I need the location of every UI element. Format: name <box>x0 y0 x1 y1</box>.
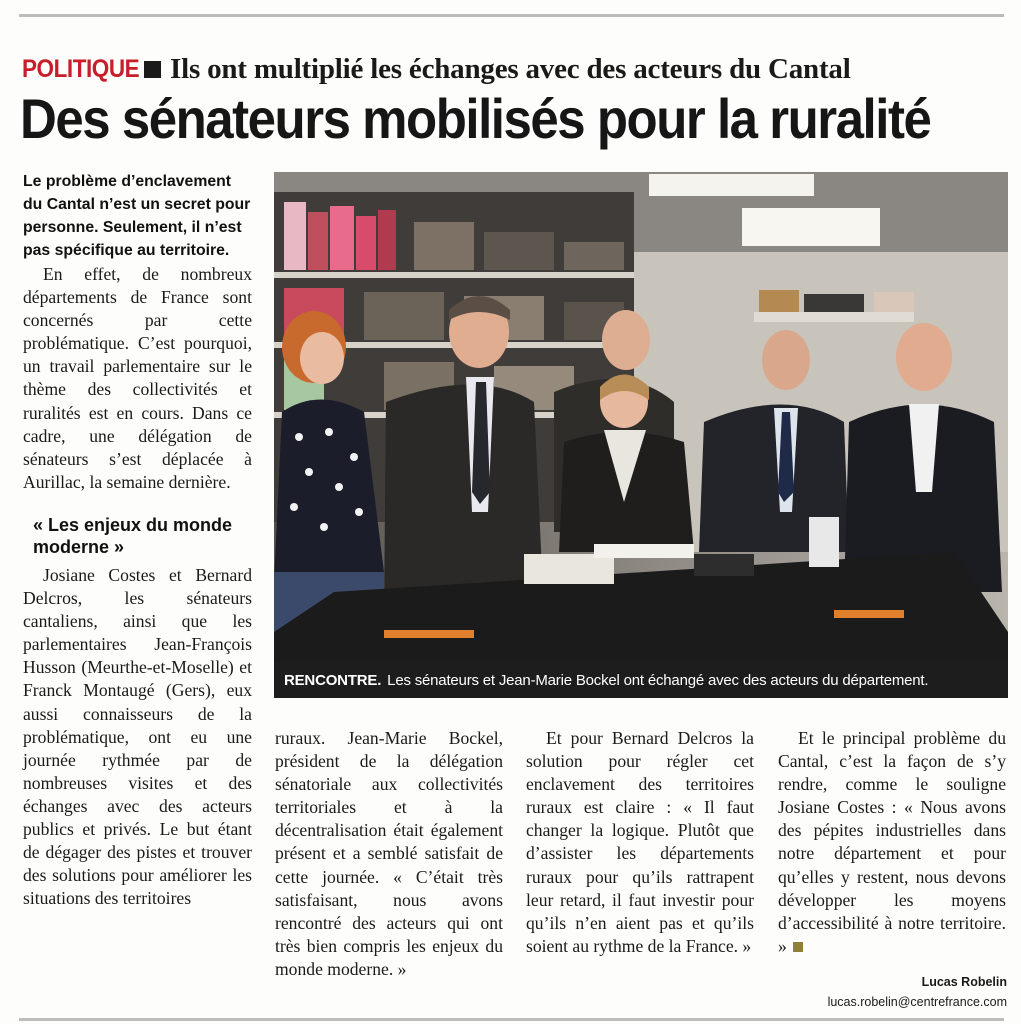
photo-illustration <box>274 172 1008 662</box>
paragraph-costes <box>778 727 1006 958</box>
caption-label: RENCONTRE. <box>284 671 382 689</box>
photo-caption <box>274 662 1008 698</box>
square-bullet-icon <box>144 61 161 78</box>
top-rule <box>19 14 1004 17</box>
column-1 <box>23 170 252 910</box>
paragraph-intro: En effet, de nombreux départements de France sont concernés par cette problématique. C’est pourquoi, un travail parlementaire sur le thème des collectivités et ruralités est en cours. Dans ce cadre, une délégation de sénateurs s’est déplacée à Aurillac, la semaine dernière. <box>23 264 252 492</box>
headline: Des sénateurs mobilisés pour la ruralité <box>20 87 931 150</box>
byline <box>828 972 1007 1012</box>
kicker-line <box>22 52 851 86</box>
column-2 <box>275 727 503 981</box>
paragraph-delcros: Et pour Bernard Delcros la solution pour régler cet enclavement des territoires ruraux est claire : « Il faut changer la logique. Plutôt que d’assister les départements ruraux pour qu’ils rattrapent leur retard, il faut investir pour qu’ils n’en aient pas et qu’ils soient au rythme de la France. » <box>526 728 754 956</box>
kicker-text: Ils ont multiplié les échanges avec des acteurs du Cantal <box>170 52 851 85</box>
paragraph-senators: Josiane Costes et Bernard Delcros, les sénateurs cantaliens, ainsi que les parlementaires Jean-François Husson (Meurthe-et-Moselle) et Franck Montaugé (Gers), eux aussi connaisseurs de la problématique, ont eu une journée rythmée par de nombreuses visites et des échanges avec des acteurs publics et privés. Le but étant de dégager des pistes et trouver des solutions pour améliorer les situations des territoires <box>23 564 252 909</box>
end-square-icon <box>793 942 803 952</box>
column-4 <box>778 727 1006 958</box>
article-photo <box>274 172 1008 698</box>
author-name: Lucas Robelin <box>921 975 1007 989</box>
subheading: « Les enjeux du monde moderne » <box>33 514 233 557</box>
author-email: lucas.robelin@centrefrance.com <box>827 995 1007 1009</box>
caption-text: Les sénateurs et Jean-Marie Bockel ont échangé avec des acteurs du département. <box>387 671 929 689</box>
rubric-label: POLITIQUE <box>22 54 140 83</box>
bottom-rule <box>19 1018 1004 1021</box>
column-3 <box>526 727 754 958</box>
costes-text: Et le principal problème du Cantal, c’est la façon de s’y rendre, comme le souligne Josiane Costes : « Nous avons des pépites industrielles dans notre département et pour qu’elles y restent, nous devons développer les moyens d’accessibilité à notre territoire. » <box>778 728 1006 956</box>
chapo: Le problème d’enclavement du Cantal n’est un secret pour personne. Seulement, il n’est pas spécifique au territoire. <box>23 173 251 259</box>
paragraph-bockel: ruraux. Jean-Marie Bockel, président de la délégation sénatoriale aux collectivités territoriales et à la décentralisation était également présent et a semblé satisfait de cette journée. « C’était très satisfaisant, nous avons rencontré des acteurs qui ont très bien compris les enjeux du monde moderne. » <box>275 728 503 979</box>
